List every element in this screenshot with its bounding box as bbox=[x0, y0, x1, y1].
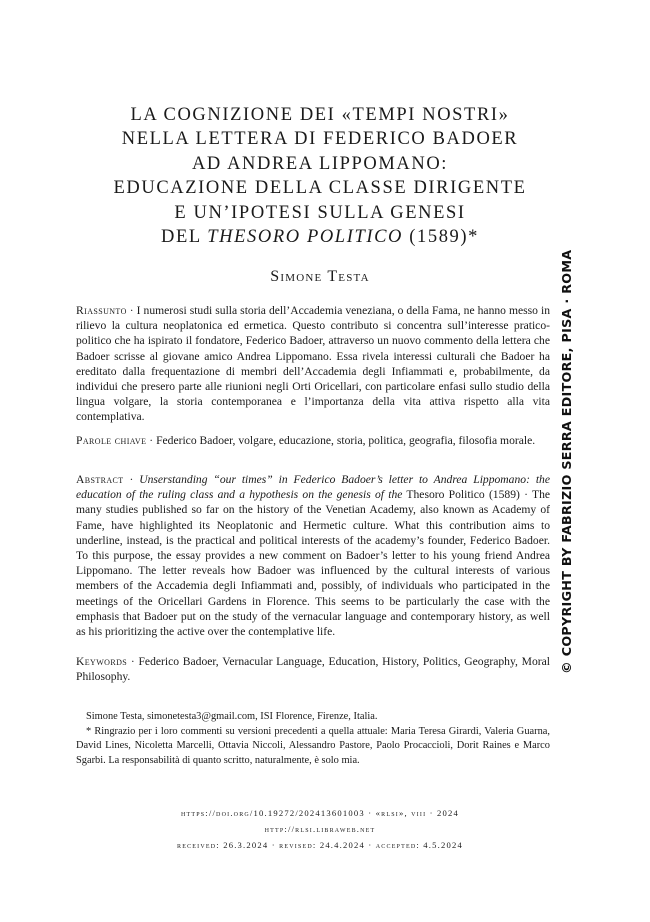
keywords-paragraph bbox=[76, 654, 550, 684]
abstract-italic-title: Unserstanding “our times” in Federico Badoer’s letter to Andrea Lippomano: the education of the ruling class and a hypothesis on the genesis of the bbox=[76, 473, 550, 502]
title-work-italic: THESORO POLITICO bbox=[207, 227, 404, 248]
abstract-paragraph bbox=[76, 472, 550, 639]
doi-line: https://doi.org/10.19272/202413601003 · «rlsi», viii · 2024 bbox=[180, 808, 460, 818]
title-line: E UN’IPOTESI SULLA GENESI bbox=[174, 202, 466, 223]
title-line: EDUCAZIONE DELLA CLASSE DIRIGENTE bbox=[113, 178, 527, 199]
author-affiliation-note: Simone Testa, simonetesta3@gmail.com, ISI Florence, Firenze, Italia. bbox=[86, 711, 378, 722]
abstract-text: The many studies published so far on the history of the Venetian Academy, also known as Academy of Fame, have highlighted its Neoplatonic and Hermetic culture. What this contribution aims to underline, instead, is the practical and political interests of the academy’s founder, Federico Badoer. To this purpose, the essay provides a new comment on Badoer’s letter to his young friend Andrea Lippomano. The letter reveals how Badoer was influenced by the cultural interests of various members of the Accademia degli Infiammati and, possibly, of individuals who participated in the meetings of the Oricellari Gardens in Florence. This seems to be particularly the case with the emphasis that Badoer put on the study of the vernacular language and contemporary history, as well as his prioritizing the active over the contemplative life. bbox=[76, 488, 551, 639]
parole-chiave-text: · Federico Badoer, volgare, educazione, storia, politica, geografia, filosofia morale. bbox=[146, 434, 536, 447]
parole-chiave-label: Parole chiave bbox=[76, 434, 147, 447]
publication-footer bbox=[70, 806, 570, 853]
copyright-notice: © COPYRIGHT BY FABRIZIO SERRA EDITORE, PISA · ROMA bbox=[559, 249, 574, 674]
riassunto-paragraph bbox=[76, 303, 550, 425]
keywords-label: Keywords bbox=[76, 655, 128, 668]
title-line-last bbox=[70, 225, 570, 249]
riassunto-text: · I numerosi studi sulla storia dell’Accademia veneziana, o della Fama, ne hanno messo in rilievo la cultura neoplatonica ed ermetica. Questo contributo si concentra sull’interesse pratico-politico che ha ispirato il fondatore, Federico Badoer, attraverso un nuovo commento della lettera che Badoer scrisse al giovane amico Andrea Lippomano. Essa rivela interessi culturali che Badoer ha ereditato dalla frequentazione di membri dell’Accademia degli Infiammati e, probabilmente, da individui che presero parte alle riunioni negli Orti Oricellari, con particolare enfasi sullo studio della lingua volgare, la storia contemporanea e l’importanza della vita attiva rispetto alla vita contemplativa. bbox=[76, 304, 550, 424]
acknowledgement-note: * Ringrazio per i loro commenti su versioni precedenti a quella attuale: Maria Teresa Girardi, Valeria Guarna, David Lines, Nicoletta Marcelli, Ottavia Niccoli, Alessandro Pastore, Paolo Procaccioli, Dorit Raines e Marco Sgarbi. La responsabilità di quanto scritto, naturalmente, è solo mia. bbox=[76, 725, 550, 766]
author-name: Simone Testa bbox=[270, 268, 370, 285]
title-line: LA COGNIZIONE DEI «TEMPI NOSTRI» bbox=[130, 105, 510, 125]
title-line: AD ANDREA LIPPOMANO: bbox=[191, 153, 449, 174]
parole-chiave-paragraph bbox=[76, 433, 550, 448]
abstract-label: Abstract bbox=[76, 473, 124, 486]
riassunto-label: Riassunto bbox=[76, 304, 127, 317]
abstract-separator: · bbox=[123, 473, 140, 486]
keywords-text: · Federico Badoer, Vernacular Language, Education, History, Politics, Geography, Moral Philosophy. bbox=[76, 655, 550, 684]
journal-url-line: http://rlsi.libraweb.net bbox=[264, 823, 376, 834]
footnotes bbox=[76, 710, 550, 768]
abstract-work-title: Thesoro Politico (1589) · bbox=[402, 488, 532, 502]
article-title bbox=[70, 103, 570, 249]
title-suffix: (1589)* bbox=[403, 227, 480, 248]
submission-dates-line: received: 26.3.2024 · revised: 24.4.2024 · accepted: 4.5.2024 bbox=[177, 839, 463, 850]
title-line: NELLA LETTERA DI FEDERICO BADOER bbox=[121, 129, 519, 150]
title-prefix: DEL bbox=[160, 227, 208, 248]
copyright-sidebar bbox=[556, 249, 578, 674]
